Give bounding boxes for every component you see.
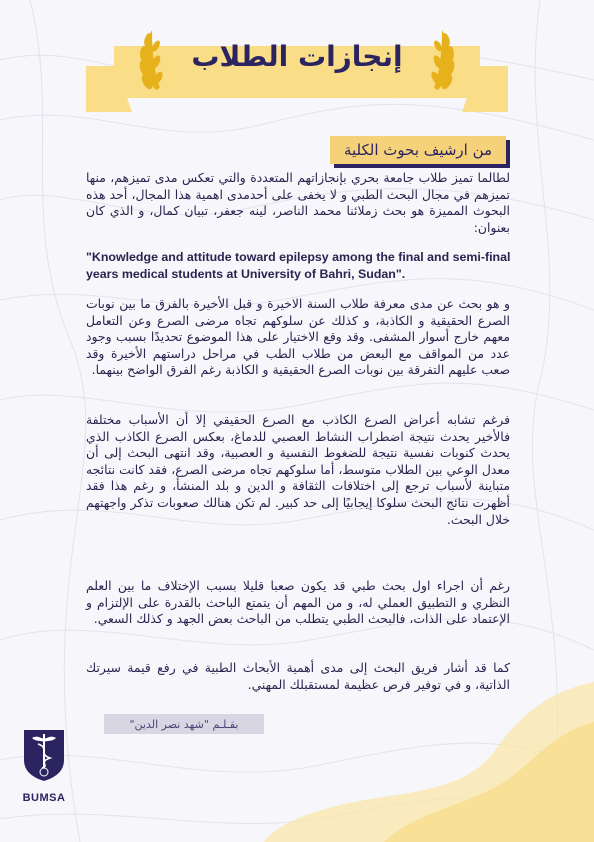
research-title-english: "Knowledge and attitude toward epilepsy among the final and semi-final years medical students at University of Bahri, Sudan". <box>86 250 511 281</box>
intro-paragraph: لطالما تميز طلاب جامعة بحري بإنجازاتهم المتعددة والتي تعكس مدى تميزهم، منها تميزهم في مجال البحث الطبي و لا يخفى على أحدمدى اهمية هذا المجال، أحد هذه البحوث المميزة هو بحث زملائنا محمد الناصر، لينه جعفر، تبيان كمال، و الذي كان بعنوان: <box>86 170 510 235</box>
research-description-paragraph: و هو بحث عن مدى معرفة طلاب السنة الاخيرة و قبل الأخيرة بالفرق ما بين نوبات الصرع الحقيقية و الكاذبة، و كذلك عن سلوكهم تجاه مرضى الصرع وعن التعامل معهم خارج أسوار المشفى. وقد وقع الاختيار على هذا الموضوع تحديدًا بسبب وجود عدد من المواقف مع البعض من طلاب الطب في مراحل دراستهم الأخيرة وقد صعب عليهم التفرقة بين نوبات الصرع الحقيقية و الكاذبة رغم الفرق الواضح بينهما. <box>86 296 510 378</box>
conclusion-paragraph: كما قد أشار فريق البحث إلى مدى أهمية الأبحاث الطبية في رفع قيمة سيرتك الذاتية، و في توفير فرص عظيمة لمستقبلك المهني. <box>86 660 510 692</box>
author-credit: بقـلـم "شهد نصر الدين" <box>104 714 264 734</box>
caduceus-shield-icon <box>22 728 66 782</box>
organization-logo-text: BUMSA <box>22 792 66 804</box>
section-tag: من ارشيف بحوث الكلية <box>330 136 506 164</box>
research-findings-paragraph: فرغم تشابه أعراض الصرع الكاذب مع الصرع الحقيقي إلا أن الأسباب مختلفة فالأخير يحدث نتيجة اضطراب النشاط العصبي للدماغ، بعكس الصرع الكاذب الذي يحدث كنوبات نفسية نتيجة للضغوط النفسية و العصبية، وقد انتهى البحث إلى أن معدل الوعي بين الطلاب متوسط، أما سلوكهم تجاه مرضى الصرع، فقد كانت نتائجه متباينة لأسباب ترجع إلى اختلافات الثقافة و الدين و بلد المنشأ، و رغم هذا فقد أظهرت نتائج البحث سلوكا إيجابيًا إلى حد كبير. لم تكن هنالك صعوبات تذكر واجهتهم خلال البحث. <box>86 412 510 527</box>
page-title: إنجازات الطلاب <box>191 39 403 73</box>
decorative-yellow-blob <box>264 682 594 842</box>
research-advice-paragraph: رغم أن اجراء اول بحث طبي قد يكون صعبا قليلا بسبب الإختلاف ما بين العلم النظري و التطبيق العملي له، و من المهم أن يتمتع الباحث بالقدرة على الإلتزام و الإعتماد على الذات، فالبحث الطبي يتطلب من الباحث بعض الجهد و كذلك السعي. <box>86 578 510 627</box>
